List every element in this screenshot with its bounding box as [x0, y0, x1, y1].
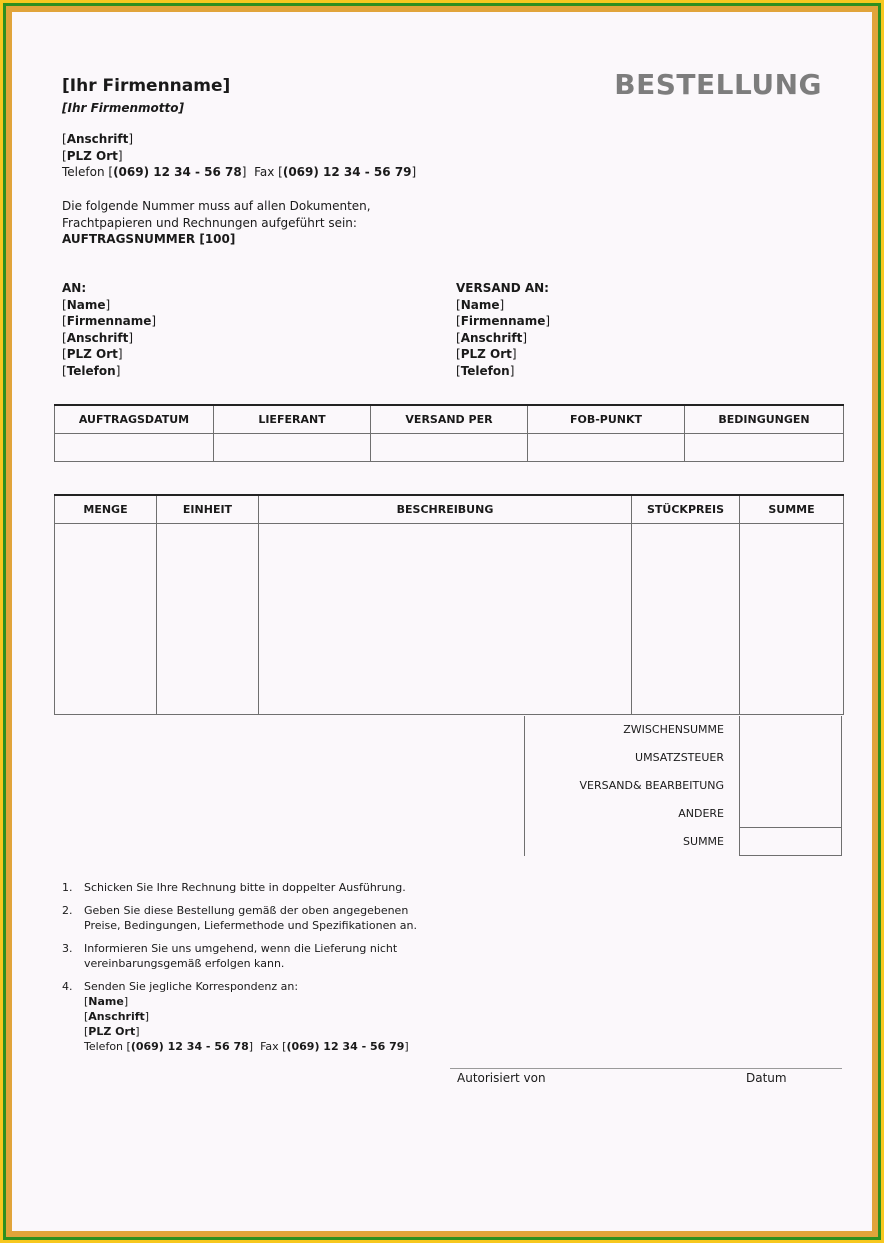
- instruction-text: Senden Sie jegliche Korrespondenz an:: [84, 980, 299, 993]
- instruction-text: Geben Sie diese Bestellung gemäß der oben angegebenen: [84, 904, 409, 917]
- ship-to-name: Name: [460, 297, 500, 312]
- header-unit-price: STÜCKPREIS: [632, 495, 740, 524]
- instruction-text: Schicken Sie Ihre Rechnung bitte in doppelter Ausführung.: [84, 881, 406, 894]
- header-unit: EINHEIT: [157, 495, 259, 524]
- ship-to-address: Anschrift: [460, 330, 523, 345]
- totals-separator: [740, 827, 841, 828]
- recipient-label: AN:: [62, 281, 87, 295]
- order-info-header-row: [55, 405, 844, 434]
- ship-via-cell[interactable]: [371, 434, 528, 462]
- ship-to-company: Firmenname: [460, 314, 546, 328]
- correspondence-city-line: [PLZ Ort]: [84, 1025, 140, 1038]
- recipient-city: PLZ Ort: [66, 347, 118, 361]
- correspondence-name-line: [Name]: [84, 995, 129, 1008]
- ship-to-label: VERSAND AN:: [456, 281, 549, 295]
- terms-cell[interactable]: [685, 434, 844, 462]
- correspondence-contact-line: Telefon [(069) 12 34 - 56 78] Fax [(069) 12 34 - 56 79]: [84, 1040, 409, 1053]
- notice-line-1: Die folgende Nummer muss auf allen Dokumenten,: [62, 199, 371, 213]
- document-page: [12, 12, 872, 1231]
- tax-label: UMSATZSTEUER: [635, 751, 724, 764]
- shipping-label: VERSAND& BEARBEITUNG: [579, 779, 724, 792]
- instruction-item: [62, 903, 417, 933]
- ship-to-phone: Telefon: [460, 363, 510, 378]
- correspondence-phone-label: Telefon: [84, 1040, 124, 1053]
- signature-line[interactable]: [450, 1068, 842, 1069]
- correspondence-phone: (069) 12 34 - 56 78: [130, 1040, 249, 1053]
- totals-divider: [524, 716, 525, 856]
- page-border-green: [3, 3, 881, 1240]
- recipient-name: Name: [66, 297, 106, 312]
- instructions-list: [62, 880, 417, 1062]
- items-body-row: [55, 524, 844, 715]
- instruction-text: Preise, Bedingungen, Liefermethode und Spezifikationen an.: [84, 919, 418, 932]
- header-supplier: LIEFERANT: [214, 405, 371, 434]
- totals-value-column[interactable]: [739, 716, 842, 856]
- unit-cell[interactable]: [157, 524, 259, 715]
- header-order-date: AUFTRAGSDATUM: [55, 405, 214, 434]
- recipient-city-line: [PLZ Ort]: [62, 347, 123, 361]
- header-terms: BEDINGUNGEN: [685, 405, 844, 434]
- ship-to-block: [456, 280, 550, 379]
- notice-line-2: Frachtpapieren und Rechnungen aufgeführt sein:: [62, 215, 357, 230]
- header-quantity: MENGE: [55, 495, 157, 524]
- supplier-cell[interactable]: [214, 434, 371, 462]
- sender-city: PLZ Ort: [66, 148, 118, 163]
- sender-address: Anschrift: [66, 132, 129, 146]
- header-fob-point: FOB-PUNKT: [528, 405, 685, 434]
- header-description: BESCHREIBUNG: [259, 495, 632, 524]
- recipient-name-line: [Name]: [62, 297, 111, 312]
- sender-contact-line: Telefon [(069) 12 34 - 56 78] Fax [(069) 12 34 - 56 79]: [62, 165, 417, 179]
- date-label: Datum: [746, 1071, 787, 1085]
- recipient-company: Firmenname: [66, 314, 152, 328]
- company-motto: [Ihr Firmenmotto]: [62, 101, 184, 115]
- sender-address-line: [Anschrift]: [62, 132, 133, 146]
- sender-fax: (069) 12 34 - 56 79: [282, 165, 412, 179]
- order-number-notice: [62, 198, 371, 248]
- recipient-phone: Telefon: [66, 363, 116, 378]
- correspondence-city: PLZ Ort: [88, 1025, 136, 1038]
- correspondence-address-line: [Anschrift]: [84, 1010, 150, 1023]
- order-info-table: [54, 404, 844, 462]
- description-cell[interactable]: [259, 524, 632, 715]
- instruction-number: 2.: [62, 904, 73, 917]
- items-table: [54, 494, 844, 715]
- order-info-row: [55, 434, 844, 462]
- sender-phone-label: Telefon: [62, 165, 105, 179]
- header-ship-via: VERSAND PER: [371, 405, 528, 434]
- authorized-by-label: Autorisiert von: [457, 1071, 546, 1085]
- recipient-address: Anschrift: [66, 330, 129, 345]
- ship-to-address-line: [Anschrift]: [456, 330, 527, 345]
- recipient-phone-line: [Telefon]: [62, 363, 121, 378]
- line-total-cell[interactable]: [740, 524, 844, 715]
- page-border-orange: [6, 6, 878, 1237]
- fob-point-cell[interactable]: [528, 434, 685, 462]
- grand-total-label: SUMME: [683, 835, 724, 848]
- header-total: SUMME: [740, 495, 844, 524]
- sender-fax-label: Fax: [254, 165, 275, 179]
- unit-price-cell[interactable]: [632, 524, 740, 715]
- sender-phone: (069) 12 34 - 56 78: [113, 165, 242, 179]
- correspondence-fax: (069) 12 34 - 56 79: [286, 1040, 405, 1053]
- instruction-item: [62, 880, 417, 895]
- ship-to-city-line: [PLZ Ort]: [456, 347, 517, 361]
- correspondence-address: Anschrift: [88, 1010, 145, 1023]
- ship-to-city: PLZ Ort: [460, 347, 512, 361]
- other-label: ANDERE: [678, 807, 724, 820]
- instruction-number: 1.: [62, 881, 73, 894]
- instruction-item: [62, 979, 417, 1054]
- recipient-block: [62, 280, 156, 379]
- ship-to-company-line: [Firmenname]: [456, 314, 551, 328]
- subtotal-label: ZWISCHENSUMME: [623, 723, 724, 736]
- order-date-cell[interactable]: [55, 434, 214, 462]
- correspondence-fax-label: Fax: [260, 1040, 279, 1053]
- sender-address-block: [62, 131, 416, 181]
- instruction-number: 3.: [62, 942, 73, 955]
- document-title: BESTELLUNG: [614, 68, 822, 101]
- instruction-number: 4.: [62, 980, 73, 993]
- correspondence-name: Name: [88, 995, 124, 1008]
- company-name: [Ihr Firmenname]: [62, 76, 231, 96]
- quantity-cell[interactable]: [55, 524, 157, 715]
- recipient-address-line: [Anschrift]: [62, 330, 133, 345]
- instruction-text: Informieren Sie uns umgehend, wenn die Lieferung nicht: [84, 942, 398, 955]
- instruction-item: [62, 941, 417, 971]
- ship-to-phone-line: [Telefon]: [456, 363, 515, 378]
- instruction-text: vereinbarungsgemäß erfolgen kann.: [84, 957, 285, 970]
- order-number: AUFTRAGSNUMMER [100]: [62, 232, 236, 246]
- recipient-company-line: [Firmenname]: [62, 314, 157, 328]
- items-header-row: [55, 495, 844, 524]
- ship-to-name-line: [Name]: [456, 297, 505, 312]
- sender-city-line: [PLZ Ort]: [62, 148, 123, 163]
